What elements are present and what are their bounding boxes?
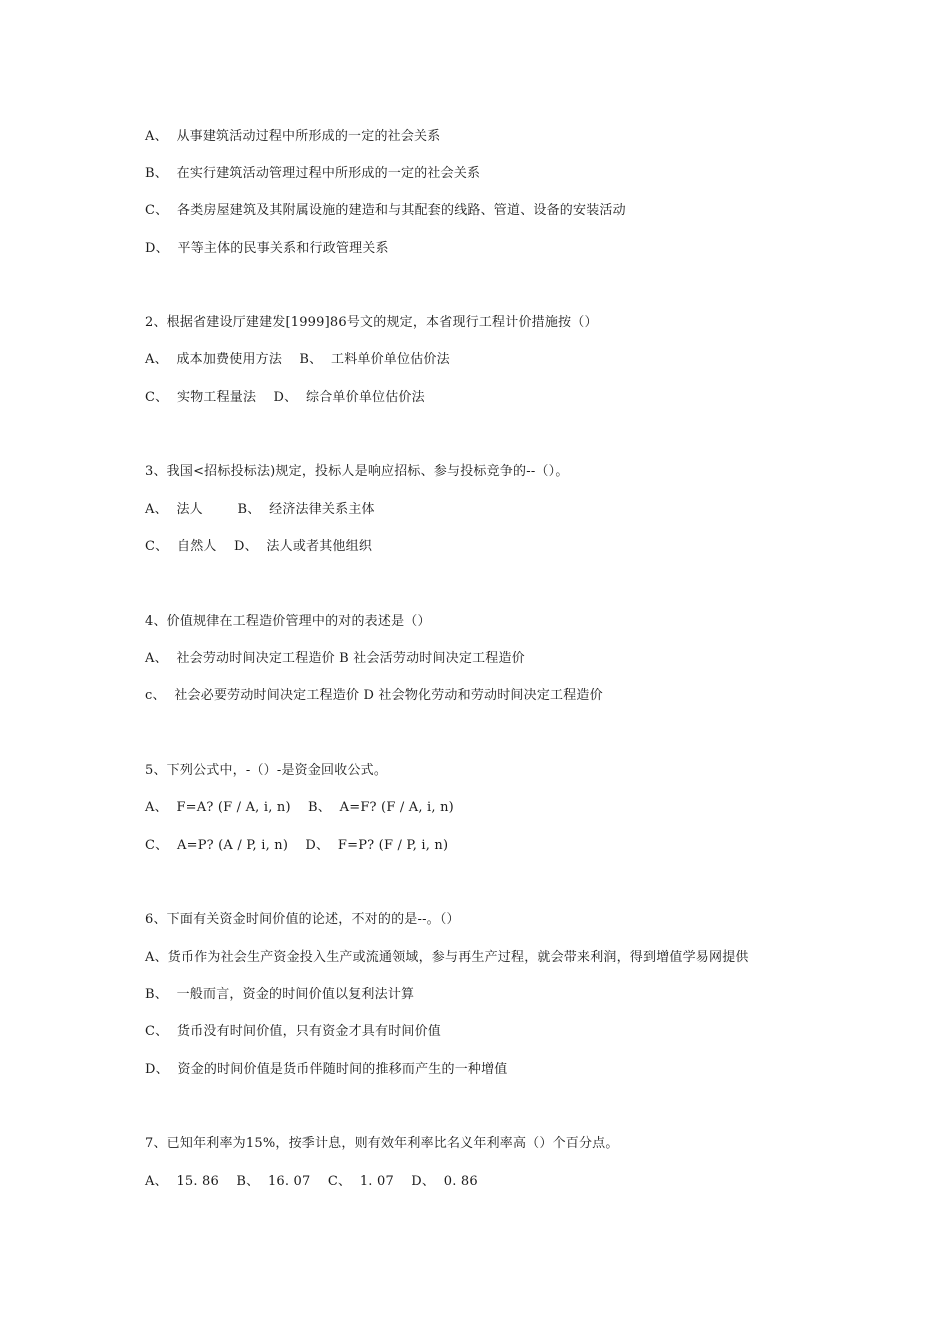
q3-question: 3、我国<招标投标法)规定，投标人是响应招标、参与投标竞争的--（）。: [145, 464, 569, 479]
q6-option-a: A、货币作为社会生产资金投入生产或流通领域，参与再生产过程，就会带来利润，得到增值学易网提供: [145, 950, 749, 965]
q3-options-ab: A、 法人 B、 经济法律关系主体: [145, 502, 375, 517]
q6-question: 6、下面有关资金时间价值的论述，不对的的是--。（）: [145, 912, 460, 927]
q1-option-c: C、 各类房屋建筑及其附属设施的建造和与其配套的线路、管道、设备的安装活动: [145, 203, 626, 218]
q2-options-cd: C、 实物工程量法 D、 综合单价单位估价法: [145, 390, 425, 405]
q2-question: 2、根据省建设厅建建发[1999]86号文的规定，本省现行工程计价措施按（）: [145, 315, 598, 330]
q6-option-c: C、 货币没有时间价值，只有资金才具有时间价值: [145, 1024, 442, 1039]
q1-option-b: B、 在实行建筑活动管理过程中所形成的一定的社会关系: [145, 166, 481, 181]
q1-option-d: D、 平等主体的民事关系和行政管理关系: [145, 241, 389, 256]
q6-option-b: B、 一般而言，资金的时间价值以复利法计算: [145, 987, 415, 1002]
q3-options-cd: C、 自然人 D、 法人或者其他组织: [145, 539, 373, 554]
q5-question: 5、下列公式中，-（）-是资金回收公式。: [145, 763, 388, 778]
q6-option-d: D、 资金的时间价值是货币伴随时间的推移而产生的一种增值: [145, 1062, 508, 1077]
q4-options-ab: A、 社会劳动时间决定工程造价 B 社会活劳动时间决定工程造价: [145, 651, 525, 666]
q5-options-ab: A、 F=A? (F / A, i, n) B、 A=F? (F / A, i, n): [145, 800, 454, 815]
q7-question: 7、已知年利率为15%，按季计息，则有效年利率比名义年利率高（）个百分点。: [145, 1136, 619, 1151]
q4-question: 4、价值规律在工程造价管理中的对的表述是（）: [145, 614, 431, 629]
q7-options: A、 15. 86 B、 16. 07 C、 1. 07 D、 0. 86: [145, 1174, 478, 1189]
q2-options-ab: A、 成本加费使用方法 B、 工料单价单位估价法: [145, 352, 450, 367]
q5-options-cd: C、 A=P? (A / P, i, n) D、 F=P? (F / P, i, n): [145, 838, 449, 853]
q4-options-cd: c、 社会必要劳动时间决定工程造价 D 社会物化劳动和劳动时间决定工程造价: [145, 688, 603, 703]
q1-option-a: A、 从事建筑活动过程中所形成的一定的社会关系: [145, 129, 441, 144]
